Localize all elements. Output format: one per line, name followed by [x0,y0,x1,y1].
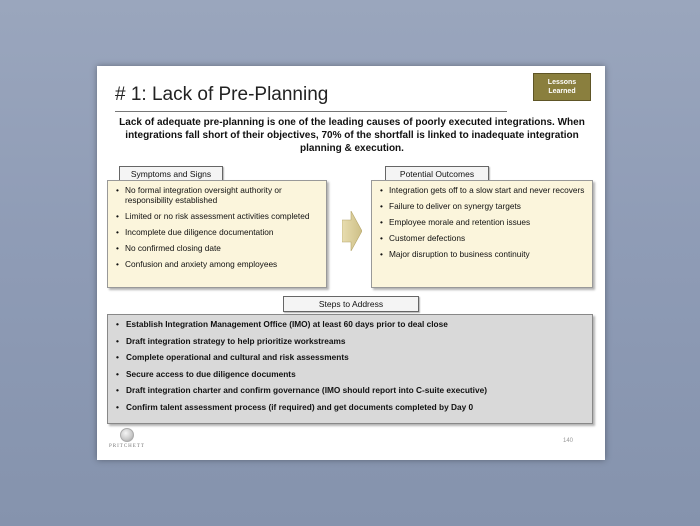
steps-item: • Confirm talent assessment process (if required) and get documents completed by Day 0 [116,402,586,412]
outcomes-item: • Customer defections [380,233,586,243]
symptoms-label: Symptoms and Signs [119,166,223,182]
outcomes-item: • Employee morale and retention issues [380,217,586,227]
steps-item: • Draft integration strategy to help prioritize workstreams [116,336,586,346]
symptoms-item: • Limited or no risk assessment activities completed [116,211,320,221]
pritchett-logo [107,428,147,449]
slide-title: # 1: Lack of Pre-Planning [115,84,329,105]
steps-item: • Complete operational and cultural and risk assessments [116,352,586,362]
outcomes-item: • Integration gets off to a slow start and never recovers [380,185,586,195]
outcomes-item: • Major disruption to business continuity [380,249,586,259]
steps-list [108,315,592,412]
outcomes-label: Potential Outcomes [385,166,489,182]
symptoms-list [108,181,326,269]
outcomes-list [372,181,592,259]
steps-panel [107,314,593,424]
page-number: 140 [563,438,574,444]
steps-label: Steps to Address [283,296,419,312]
outcomes-item: • Failure to deliver on synergy targets [380,201,586,211]
slide [97,66,605,460]
symptoms-item: • Incomplete due diligence documentation [116,227,320,237]
symptoms-item: • Confusion and anxiety among employees [116,259,320,269]
outcomes-panel [371,180,593,288]
symptoms-item: • No confirmed closing date [116,243,320,253]
intro-text: Lack of adequate pre-planning is one of the leading causes of poorly executed integrations. When integrations fall short of their objectives, 70% of the shortfall is linked to inadequate integration planning & execution. [119,117,585,154]
logo-globe-icon [120,428,134,442]
arrow-right-icon [342,211,362,251]
symptoms-item: • No formal integration oversight authority or responsibility established [116,185,320,205]
steps-item: • Draft integration charter and confirm governance (IMO should report into C-suite executive) [116,385,586,395]
steps-item: • Establish Integration Management Office (IMO) at least 60 days prior to deal close [116,319,586,329]
logo-text: PRITCHETT [109,444,145,449]
symptoms-panel [107,180,327,288]
steps-item: • Secure access to due diligence documents [116,369,586,379]
lessons-learned-badge: Lessons Learned [533,73,591,101]
title-divider [115,111,507,112]
